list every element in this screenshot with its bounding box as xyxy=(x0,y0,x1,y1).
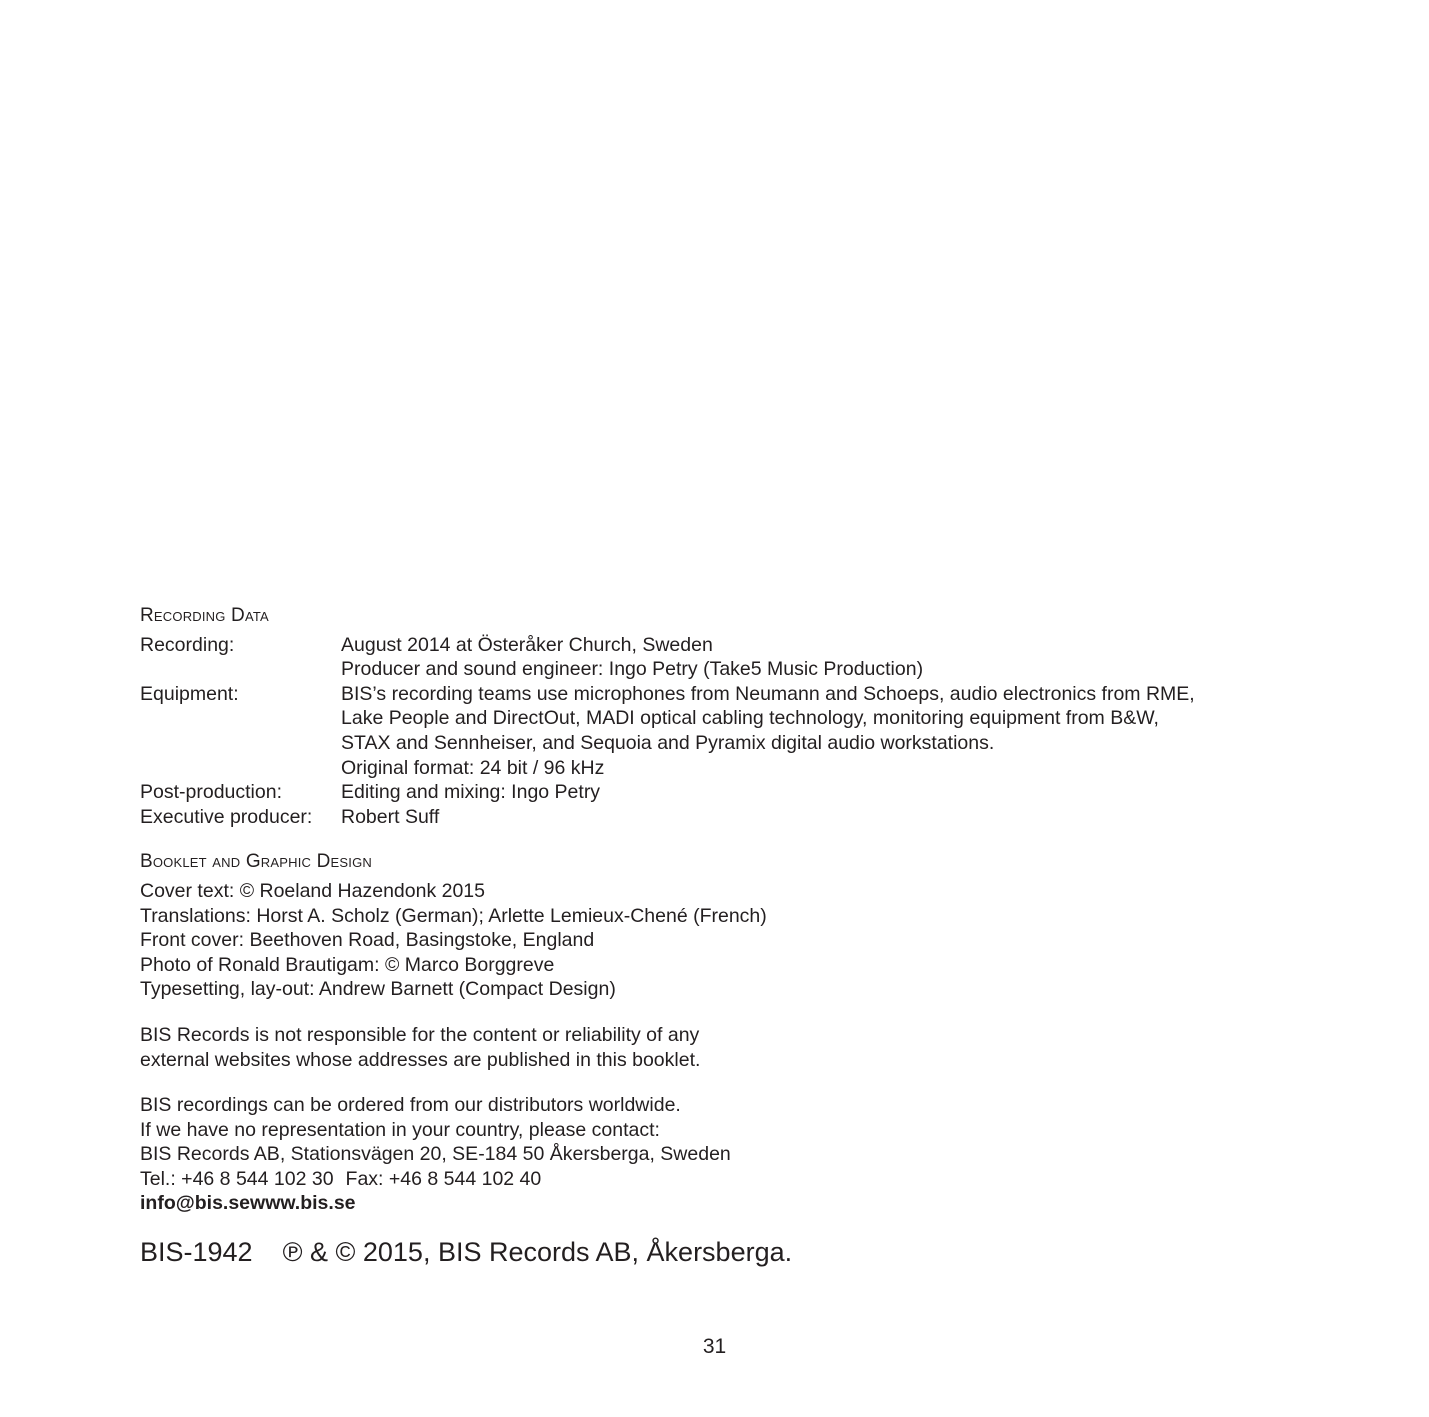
equipment-line: Lake People and DirectOut, MADI optical cabling technology, monitoring equipment from B&W, xyxy=(341,707,1159,730)
ordering-line: BIS recordings can be ordered from our distributors worldwide. xyxy=(140,1094,681,1117)
ordering-address: BIS Records AB, Stationsvägen 20, SE-184 50 Åkersberga, Sweden xyxy=(140,1143,731,1166)
booklet-design-heading: Booklet and Graphic Design xyxy=(140,851,372,873)
fax: Fax: +46 8 544 102 40 xyxy=(345,1167,542,1190)
recording-data-heading: Recording Data xyxy=(140,605,269,626)
spacer xyxy=(140,829,1290,850)
executive-producer-value xyxy=(341,805,1290,830)
website-link[interactable]: www.bis.se xyxy=(250,1192,356,1215)
web-contact-line xyxy=(140,1191,1290,1216)
executive-producer-label: Executive producer: xyxy=(140,805,313,828)
ordering-line: If we have no representation in your country, please contact: xyxy=(140,1118,660,1141)
equipment-line: STAX and Sennheiser, and Sequoia and Pyramix digital audio workstations. xyxy=(341,731,995,754)
post-production-label: Post-production: xyxy=(140,781,282,804)
catalogue-copyright-line xyxy=(140,1232,792,1272)
email-link[interactable]: info@bis.se xyxy=(140,1192,251,1215)
ordering-paragraph xyxy=(140,1093,1290,1216)
booklet-credit-line: Cover text: © Roeland Hazendonk 2015 xyxy=(140,879,485,902)
phone-fax-line xyxy=(140,1167,1290,1192)
recording-value xyxy=(341,633,1290,682)
booklet-credit-line: Typesetting, lay-out: Andrew Barnett (Compact Design) xyxy=(140,978,616,1001)
booklet-credit-line: Translations: Horst A. Scholz (German); Arlette Lemieux-Chené (French) xyxy=(140,904,767,927)
equipment-value xyxy=(341,682,1290,780)
recording-line: Producer and sound engineer: Ingo Petry (Take5 Music Production) xyxy=(341,658,924,681)
spacer xyxy=(140,1072,1290,1093)
disclaimer-line: external websites whose addresses are published in this booklet. xyxy=(140,1048,701,1071)
executive-producer-line: Robert Suff xyxy=(341,805,440,828)
booklet-credit-line: Photo of Ronald Brautigam: © Marco Borggreve xyxy=(140,953,555,976)
equipment-line: Original format: 24 bit / 96 kHz xyxy=(341,756,605,779)
post-production-row xyxy=(140,780,1290,805)
equipment-line: BIS’s recording teams use microphones from Neumann and Schoeps, audio electronics from RME, xyxy=(341,682,1195,705)
booklet-credit-line: Front cover: Beethoven Road, Basingstoke, England xyxy=(140,929,595,952)
recording-row xyxy=(140,633,1290,682)
telephone: Tel.: +46 8 544 102 30 xyxy=(140,1167,334,1190)
spacer xyxy=(140,1002,1290,1023)
disclaimer-line: BIS Records is not responsible for the content or reliability of any xyxy=(140,1023,700,1046)
catalogue-number: BIS-1942 xyxy=(140,1237,253,1267)
recording-line: August 2014 at Österåker Church, Sweden xyxy=(341,633,713,656)
post-production-value xyxy=(341,780,1290,805)
copyright-notice: ℗ & © 2015, BIS Records AB, Åkersberga. xyxy=(282,1237,793,1267)
disclaimer-paragraph xyxy=(140,1023,1290,1072)
document-body xyxy=(140,604,1290,1216)
executive-producer-row xyxy=(140,805,1290,830)
page-number: 31 xyxy=(702,1335,727,1358)
equipment-label: Equipment: xyxy=(140,682,239,705)
post-production-line: Editing and mixing: Ingo Petry xyxy=(341,781,601,804)
booklet-credits xyxy=(140,879,1290,1002)
recording-label: Recording: xyxy=(140,633,235,656)
equipment-row xyxy=(140,682,1290,780)
